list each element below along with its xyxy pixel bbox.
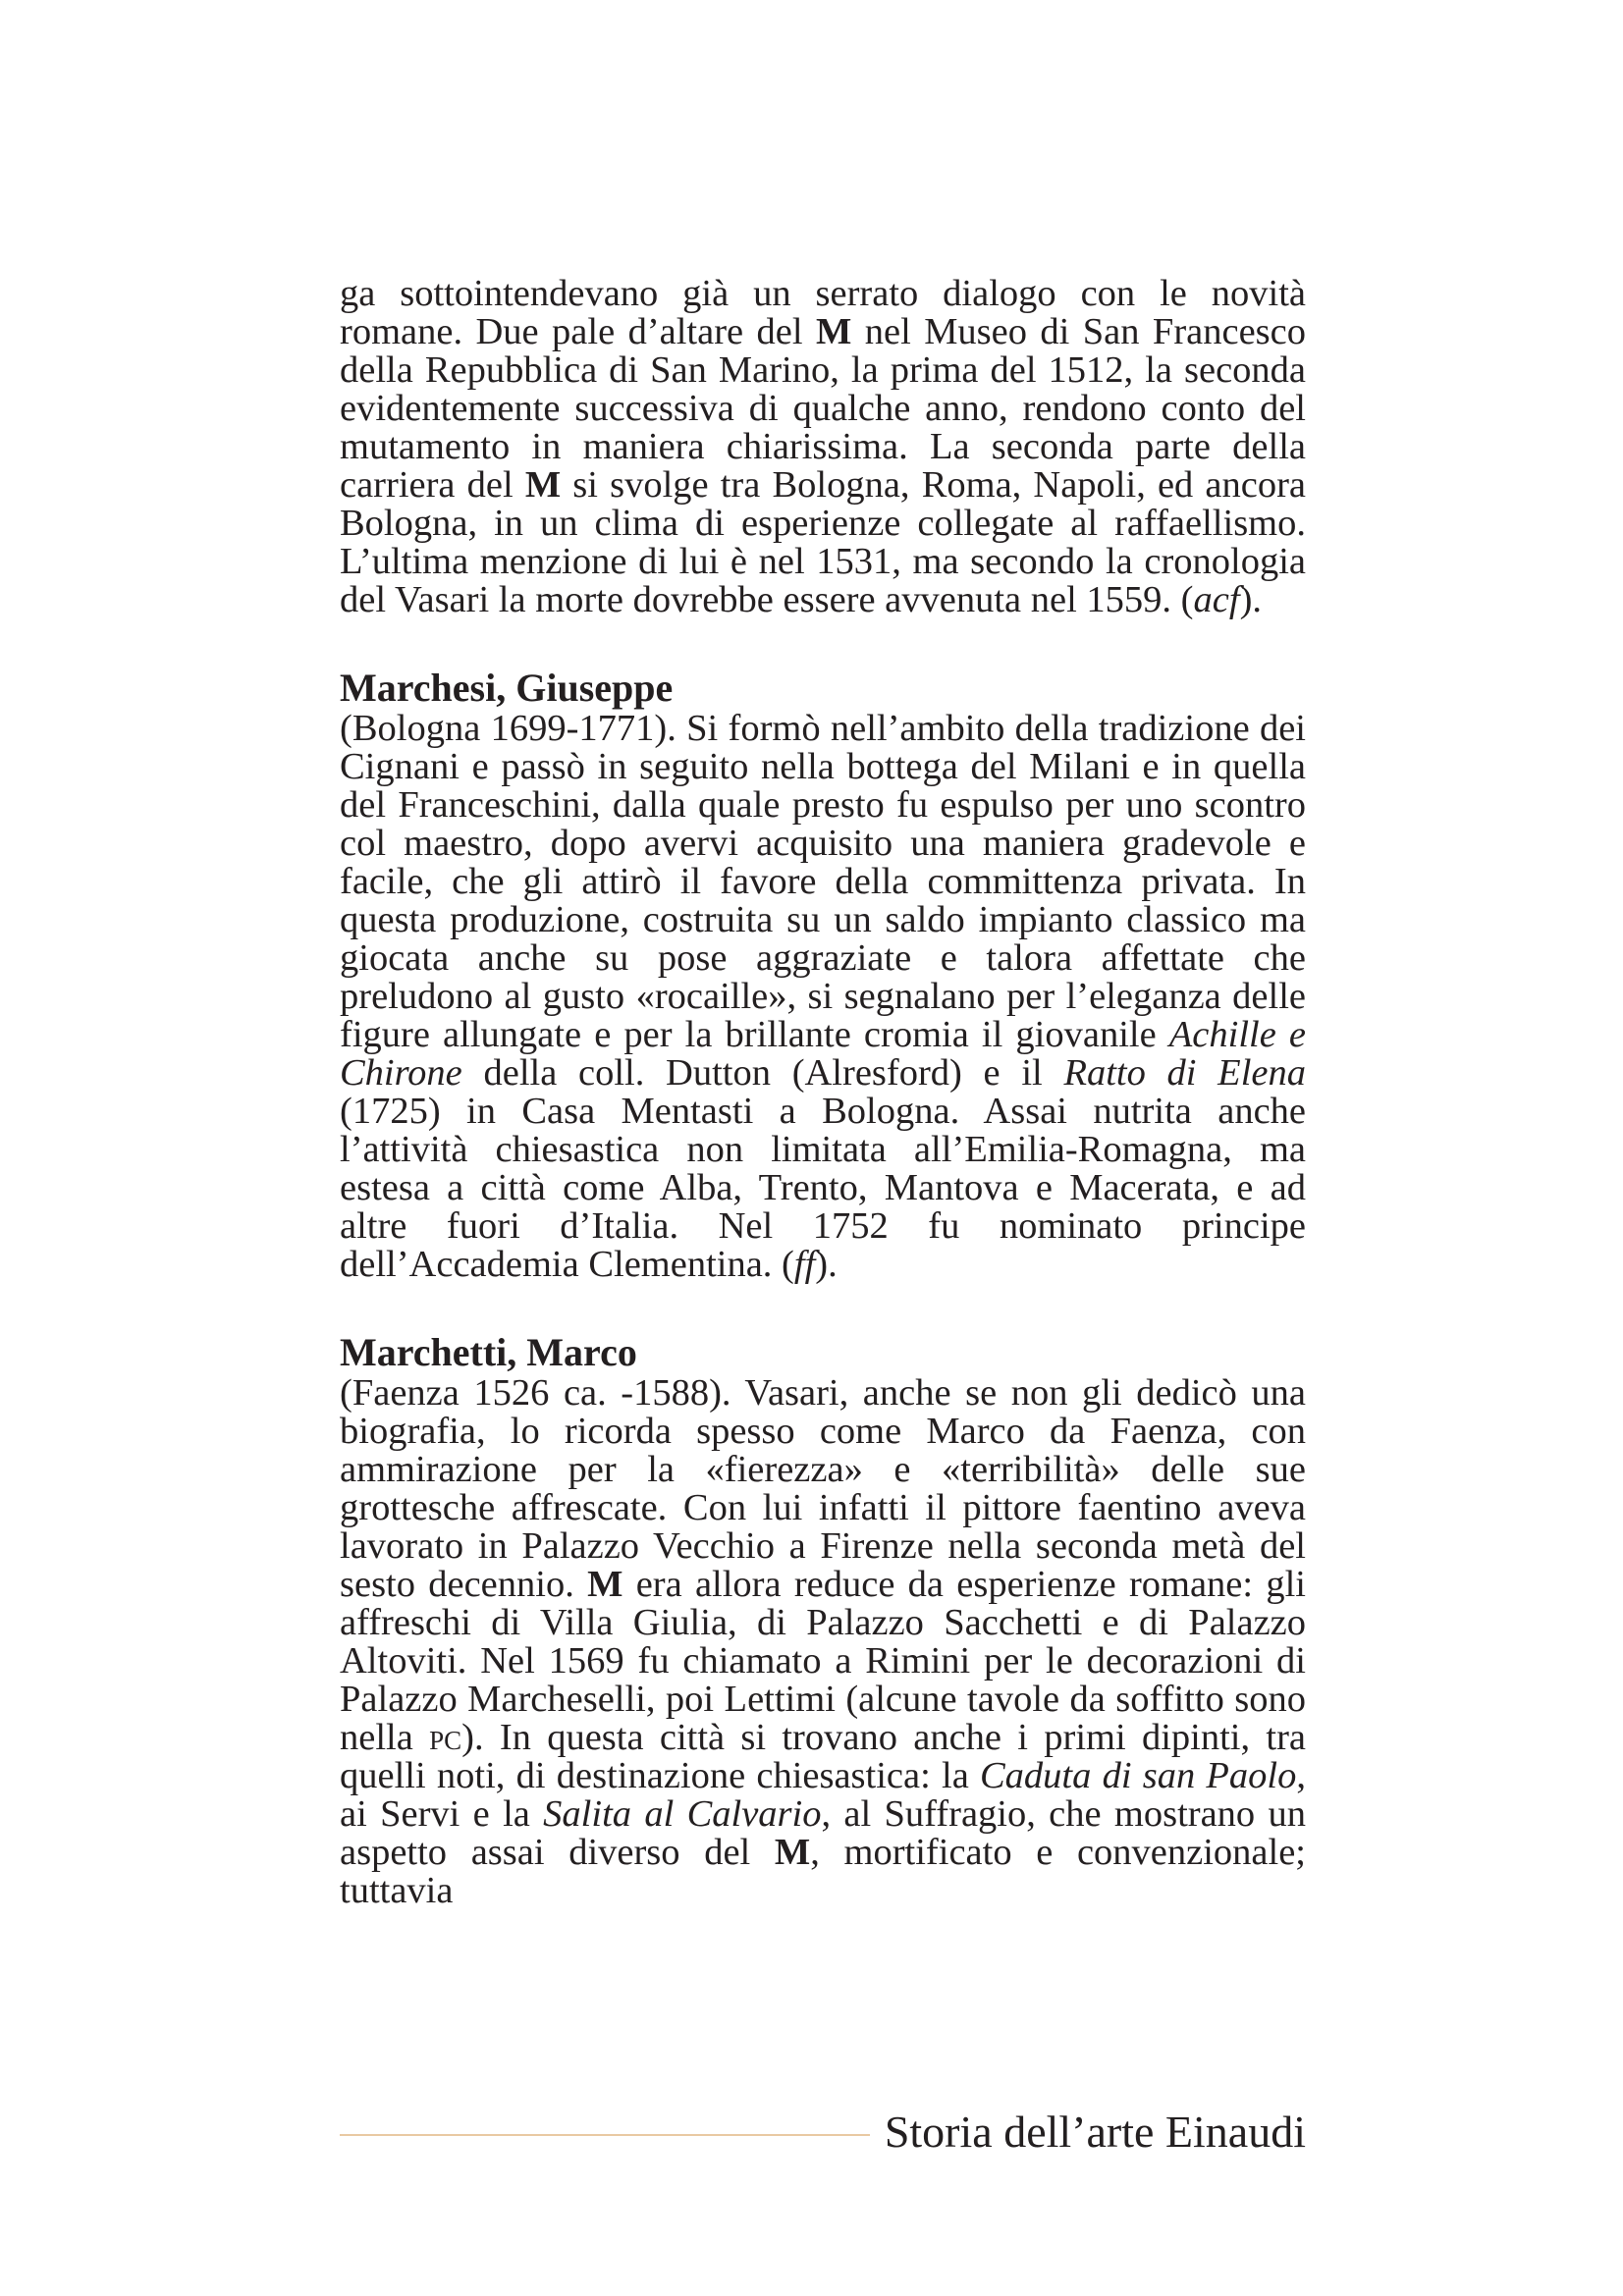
text-run: ). (1239, 579, 1263, 620)
text-run: pc (429, 1717, 462, 1758)
text-run: Caduta di san Paolo (980, 1755, 1297, 1796)
text-run: nel Museo di San Francesco della Repubblica di San Marino, la prima del 1512, la seconda evidentemente successiva di qualche anno, rendono conto del mutamento in maniera chiarissima. La seconda parte della carriera del (340, 311, 1306, 506)
text-run: M (815, 311, 852, 352)
text-run: (1725) in Casa Mentasti a Bologna. Assai nutrita anche l’attività chiesastica non limitata all’Emilia-Romagna, ma estesa a città come Alba, Trento, Mantova e Macerata, e ad altre fuori d’Italia. Nel 1752 fu nominato principe dell’Accademia Clementina. ( (340, 1091, 1306, 1285)
entry-heading-marchetti: Marchetti, Marco (340, 1330, 637, 1374)
text-run: Achille e Chirone (340, 1014, 1306, 1094)
text-run: , mortificato e convenzionale; tuttavia (340, 1832, 1306, 1911)
text-run: ff (793, 1244, 816, 1285)
entry-paragraph-continued (340, 275, 1306, 619)
entry-paragraph-marchesi (340, 710, 1306, 1284)
text-run: Ratto di Elena (1063, 1052, 1306, 1094)
text-run: della coll. Dutton (Alresford) e il (461, 1052, 1064, 1094)
text-run: M (587, 1564, 623, 1605)
footer-rule (340, 2134, 870, 2136)
footer-title: Storia dell’arte Einaudi (884, 2107, 1306, 2157)
text-run: ). In questa città si trovano anche i primi dipinti, tra quelli noti, di destinazione chiesastica: la (340, 1717, 1306, 1796)
text-run: , ai Servi e la (340, 1755, 1306, 1835)
text-run: M (524, 464, 562, 506)
text-run: si svolge tra Bologna, Roma, Napoli, ed ancora Bologna, in un clima di esperienze collegate al raffaellismo. L’ultima menzione di lui è nel 1531, ma secondo la cronologia del Vasari la morte dovrebbe essere avvenuta nel 1559. ( (340, 464, 1306, 620)
text-run: Salita al Calvario (543, 1793, 822, 1835)
text-run: era allora reduce da esperienze romane: gli affreschi di Villa Giulia, di Palazzo Sacchetti e di Palazzo Altoviti. Nel 1569 fu chiamato a Rimini per le decorazioni di Palazzo Marcheselli, poi Lettimi (alcune tavole da soffitto sono nella (340, 1564, 1306, 1758)
page-footer (340, 2103, 1306, 2162)
text-run: ga sottointendevano già un serrato dialogo con le novità romane. Due pale d’altare del (340, 273, 1306, 352)
text-run: (Bologna 1699-1771). Si formò nell’ambito della tradizione dei Cignani e passò in seguito nella bottega del Milani e in quella del Franceschini, dalla quale presto fu espulso per uno scontro col maestro, dopo avervi acquisito una maniera gradevole e facile, che gli attirò il favore della committenza privata. In questa produzione, costruita su un saldo impianto classico ma giocata anche su pose aggraziate e talora affettate che preludono al gusto «rocaille», si segnalano per l’eleganza delle figure allungate e per la brillante cromia il giovanile (340, 708, 1306, 1055)
text-run: acf (1193, 579, 1240, 620)
entry-heading-marchesi: Marchesi, Giuseppe (340, 666, 674, 710)
text-run: ). (815, 1244, 838, 1285)
text-run: M (774, 1832, 811, 1873)
text-run: , al Suffragio, che mostrano un aspetto assai diverso del (340, 1793, 1306, 1873)
page-body (340, 275, 1306, 1910)
text-run: (Faenza 1526 ca. -1588). Vasari, anche se non gli dedicò una biografia, lo ricorda spesso come Marco da Faenza, con ammirazione per la «fierezza» e «terribilità» delle sue grottesche affrescate. Con lui infatti il pittore faentino aveva lavorato in Palazzo Vecchio a Firenze nella seconda metà del sesto decennio. (340, 1372, 1306, 1605)
entry-paragraph-marchetti (340, 1374, 1306, 1910)
